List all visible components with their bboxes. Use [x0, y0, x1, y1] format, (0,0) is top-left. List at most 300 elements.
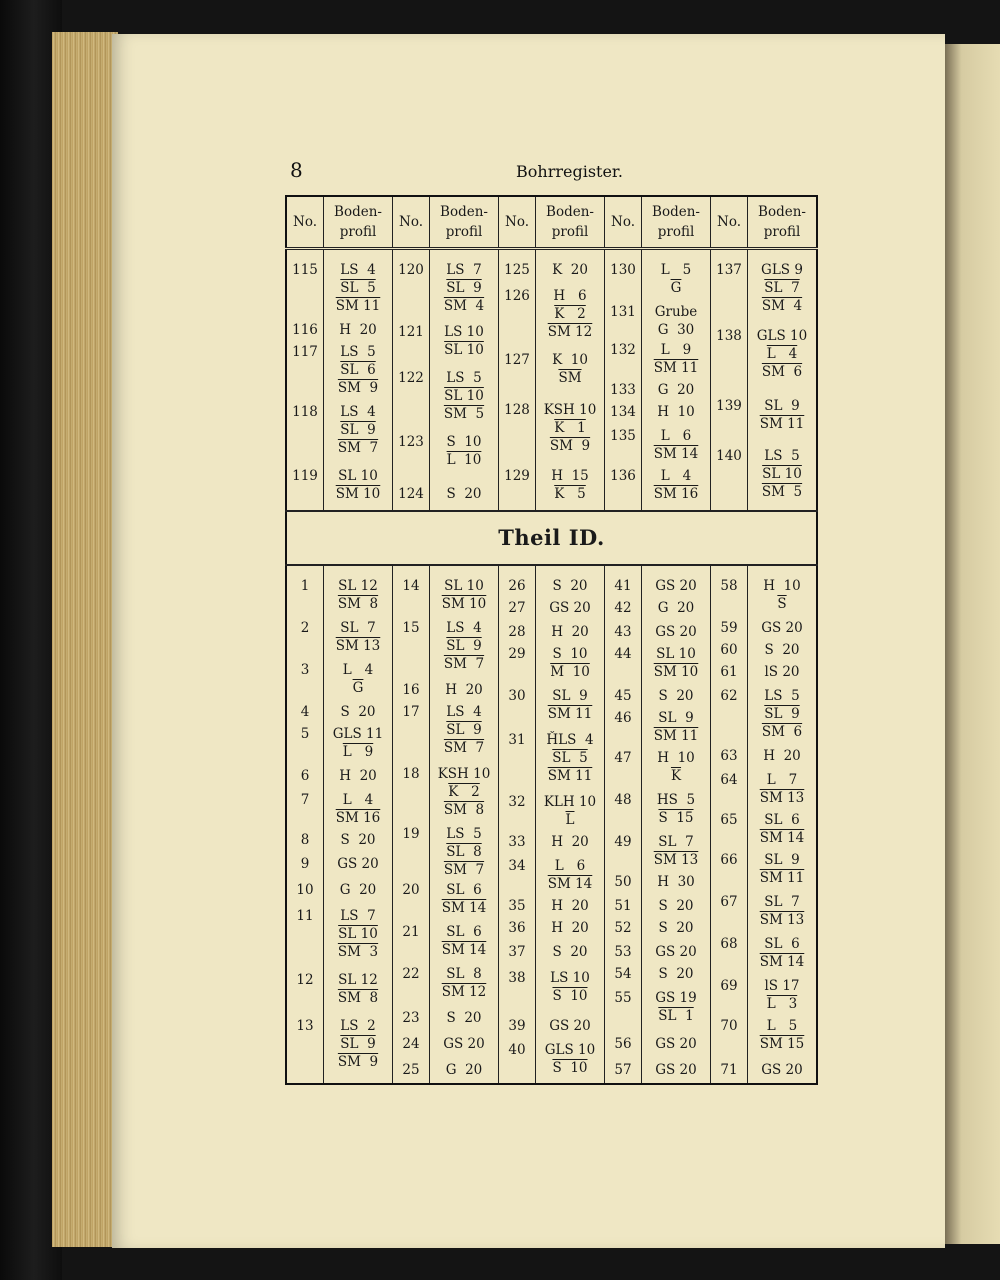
bodenprofil-entry: SM 12 [547, 324, 593, 340]
bodenprofil-entry: H 30 [657, 873, 695, 890]
bodenprofil-entry: L 6 [554, 857, 586, 874]
bodenprofil-entry: SM 11 [759, 869, 805, 886]
bodenprofil-entry: S 10 [446, 434, 482, 450]
bodenprofil-entry: SM 7 [443, 655, 485, 672]
block2-row [286, 565, 817, 1085]
bodenprofil-entry: G 30 [657, 322, 695, 338]
bodenprofil-entry: SM 11 [547, 767, 593, 784]
bohrung-number: 62 [720, 687, 738, 704]
bohrung-number: 17 [402, 703, 420, 720]
bohrung-number: 47 [614, 749, 632, 766]
bodenprofil-entry: SM 13 [335, 637, 381, 654]
bodenprofil-entry: LS 5 [446, 370, 482, 386]
bodenprofil-entry: S 20 [658, 687, 694, 704]
block1-profil-cells [536, 250, 604, 510]
bodenprofil-entry: GS 20 [443, 1035, 485, 1052]
bodenprofil-entry: H 20 [339, 322, 377, 338]
header-bodenprofil-text: Boden- profil [546, 204, 594, 240]
bodenprofil-entry: S 20 [340, 703, 376, 720]
bodenprofil-entry: S 20 [340, 831, 376, 848]
bodenprofil-entry: SM 8 [443, 801, 485, 818]
bodenprofil-entry: K 2 [448, 783, 480, 800]
bodenprofil-entry: LS 4 [446, 619, 482, 636]
bohrung-number: 32 [508, 793, 526, 810]
bohrung-number: 48 [614, 791, 632, 808]
bohrung-number: 140 [716, 448, 742, 464]
bodenprofil-entry: L 9 [342, 743, 374, 760]
bodenprofil-entry: G 20 [445, 1061, 483, 1078]
bodenprofil-entry: SM 10 [653, 663, 699, 680]
block1-profil-cells [324, 250, 392, 510]
bodenprofil-entry: SL 8 [446, 843, 482, 860]
bodenprofil-entry: SM 9 [337, 380, 379, 396]
bodenprofil-entry: SL 9 [764, 705, 800, 722]
bohrung-number: 117 [292, 344, 318, 360]
bohrung-number: 46 [614, 709, 632, 726]
bodenprofil-entry: H 20 [551, 897, 589, 914]
bodenprofil-entry: GS 20 [655, 1035, 697, 1052]
bodenprofil-entry: H 20 [551, 919, 589, 936]
bodenprofil-entry: SL 12 [338, 971, 378, 988]
bohrung-number: 121 [398, 324, 424, 340]
bodenprofil-entry: SL 6 [764, 811, 800, 828]
block2-no-cells [287, 566, 323, 1084]
bodenprofil-entry: SM 5 [443, 406, 485, 422]
bodenprofil-entry: $\overline{K}$ [670, 767, 682, 784]
bodenprofil-entry: ȞLS 4 [546, 731, 594, 748]
bodenprofil-entry: SM 15 [759, 1035, 805, 1052]
header-bodenprofil-text: Boden- profil [440, 204, 488, 240]
bodenprofil-entry: $\overline{G}$ [352, 679, 364, 696]
header-no: No. [711, 196, 748, 249]
block2-no-col [393, 565, 430, 1085]
bohrung-number: 63 [720, 747, 738, 764]
bodenprofil-entry: SM 12 [441, 983, 487, 1000]
block1-no-cells [499, 250, 535, 510]
block2-no-cells [499, 566, 535, 1084]
bodenprofil-entry: LS 5 [764, 687, 800, 704]
block1-row [286, 249, 817, 511]
bodenprofil-entry: S 20 [552, 577, 588, 594]
block2-profil-col [536, 565, 605, 1085]
bohrung-number: 139 [716, 398, 742, 414]
bodenprofil-entry: SM 11 [759, 416, 805, 432]
bohrung-number: 25 [402, 1061, 420, 1078]
bohrung-number: 66 [720, 851, 738, 868]
bohrung-number: 118 [292, 404, 318, 420]
bodenprofil-entry: GS 20 [655, 577, 697, 594]
block2-no-col [605, 565, 642, 1085]
bohrung-number: 9 [300, 855, 310, 872]
block1-profil-col [430, 249, 499, 511]
bodenprofil-entry: lS 17 [764, 977, 800, 994]
bodenprofil-entry: K 1 [554, 420, 586, 436]
bohrung-number: 115 [292, 262, 318, 278]
bohrung-number: 136 [610, 468, 636, 484]
block1-no-cells [711, 250, 747, 510]
bodenprofil-entry: KSH 10 [437, 765, 491, 782]
bohrung-number: 33 [508, 833, 526, 850]
header-bodenprofil [748, 196, 818, 249]
bohrung-number: 45 [614, 687, 632, 704]
bohrung-number: 120 [398, 262, 424, 278]
bodenprofil-entry: SM 10 [335, 486, 381, 502]
bodenprofil-entry: K 2 [554, 306, 586, 322]
bohrung-number: 29 [508, 645, 526, 662]
bodenprofil-entry: SL 9 [340, 1035, 376, 1052]
block2-profil-col [324, 565, 393, 1085]
bodenprofil-entry: SM 13 [759, 789, 805, 806]
bodenprofil-entry: SL 9 [446, 721, 482, 738]
bohrung-number: 42 [614, 599, 632, 616]
bohrung-number: 50 [614, 873, 632, 890]
bodenprofil-entry: L 9 [660, 342, 692, 358]
bohrung-number: 11 [296, 907, 314, 924]
bodenprofil-entry: SM 11 [653, 360, 699, 376]
block1-no-col [711, 249, 748, 511]
bohrung-number: 55 [614, 989, 632, 1006]
block1-no-col [605, 249, 642, 511]
bodenprofil-entry: SL 8 [446, 965, 482, 982]
bohrung-number: 58 [720, 577, 738, 594]
bohrung-number: 138 [716, 328, 742, 344]
block2-no-col [711, 565, 748, 1085]
bodenprofil-entry: GLS 9 [761, 262, 803, 278]
bodenprofil-entry: SM 3 [337, 943, 379, 960]
bohrung-number: 21 [402, 923, 420, 940]
bodenprofil-entry: SM 16 [653, 486, 699, 502]
block2-no-col [499, 565, 536, 1085]
bodenprofil-entry: HS 5 [656, 791, 696, 808]
bohrung-number: 5 [300, 725, 310, 742]
block1-profil-col [536, 249, 605, 511]
bodenprofil-entry: SM 7 [443, 861, 485, 878]
bohrung-number: 43 [614, 623, 632, 640]
bohrung-number: 38 [508, 969, 526, 986]
bohrung-number: 20 [402, 881, 420, 898]
bodenprofil-entry: LS 5 [340, 344, 376, 360]
block2-profil-col [642, 565, 711, 1085]
block2-no-cells [393, 566, 429, 1084]
bodenprofil-entry: M 10 [550, 663, 590, 680]
bodenprofil-entry: SM 8 [337, 595, 379, 612]
bodenprofil-entry: SM 8 [337, 989, 379, 1006]
bohrung-number: 6 [300, 767, 310, 784]
bodenprofil-entry: GS 20 [337, 855, 379, 872]
bohrung-number: 116 [292, 322, 318, 338]
bodenprofil-entry: SM 4 [761, 298, 803, 314]
block1-no-col [286, 249, 324, 511]
bodenprofil-entry: GS 20 [761, 1061, 803, 1078]
bohrung-number: 4 [300, 703, 310, 720]
bohrung-number: 27 [508, 599, 526, 616]
bodenprofil-entry: SM 14 [547, 875, 593, 892]
bodenprofil-entry: Grube [654, 304, 698, 320]
bodenprofil-entry: SL 10 [338, 925, 378, 942]
bodenprofil-entry: SL 6 [340, 362, 376, 378]
bodenprofil-entry: G 20 [657, 382, 695, 398]
bodenprofil-entry: L 4 [342, 791, 374, 808]
bodenprofil-entry: LS 7 [446, 262, 482, 278]
bodenprofil-entry: KSH 10 [543, 402, 597, 418]
block1-no-cells [605, 250, 641, 510]
bodenprofil-entry: K 20 [552, 262, 588, 278]
bodenprofil-entry: L 4 [766, 346, 798, 362]
bodenprofil-entry: SL 6 [446, 881, 482, 898]
bodenprofil-entry: SM 14 [441, 941, 487, 958]
bodenprofil-entry: G 20 [339, 881, 377, 898]
bodenprofil-entry: S 10 [552, 987, 588, 1004]
header-bodenprofil-text: Boden- profil [334, 204, 382, 240]
bodenprofil-entry: GS 20 [549, 1017, 591, 1034]
bodenprofil-entry: SM 14 [441, 899, 487, 916]
bodenprofil-entry: H 10 [763, 577, 801, 594]
bohrung-number: 131 [610, 304, 636, 320]
bodenprofil-entry: GLS 10 [756, 328, 808, 344]
bohrung-number: 24 [402, 1035, 420, 1052]
block1-profil-col [642, 249, 711, 511]
running-head: Bohrregister. [516, 162, 623, 181]
block2-profil-col [430, 565, 499, 1085]
bohrung-number: 53 [614, 943, 632, 960]
bohrung-number: 44 [614, 645, 632, 662]
bohrung-number: 16 [402, 681, 420, 698]
bodenprofil-entry: S 20 [764, 641, 800, 658]
bodenprofil-entry: S 10 [552, 1059, 588, 1076]
bodenprofil-entry: SL 10 [444, 388, 484, 404]
bodenprofil-entry: H 10 [657, 749, 695, 766]
bodenprofil-entry: SM 14 [759, 829, 805, 846]
bodenprofil-entry: LS 10 [444, 324, 484, 340]
page-number: 8 [290, 158, 303, 182]
bohrung-number: 122 [398, 370, 424, 386]
bodenprofil-entry: SM 6 [761, 364, 803, 380]
bohrung-number: 36 [508, 919, 526, 936]
bohrung-number: 137 [716, 262, 742, 278]
bohrung-number: 1 [300, 577, 310, 594]
bodenprofil-entry: SM 7 [443, 739, 485, 756]
bohrung-number: 126 [504, 288, 530, 304]
bodenprofil-entry: SL 10 [444, 342, 484, 358]
bohrung-number: 14 [402, 577, 420, 594]
bohrregister-table [285, 195, 818, 1085]
bodenprofil-entry: SM 6 [761, 723, 803, 740]
bohrung-number: 30 [508, 687, 526, 704]
block1-profil-col [324, 249, 393, 511]
bohrung-number: 51 [614, 897, 632, 914]
bohrung-number: 41 [614, 577, 632, 594]
header-bodenprofil [324, 196, 393, 249]
header-no: No. [393, 196, 430, 249]
bohrung-number: 56 [614, 1035, 632, 1052]
bodenprofil-entry: L 4 [342, 661, 374, 678]
bodenprofil-entry: SL 7 [764, 893, 800, 910]
bohrung-number: 18 [402, 765, 420, 782]
bodenprofil-entry: G 20 [657, 599, 695, 616]
bodenprofil-entry: SM 14 [759, 953, 805, 970]
bohrung-number: 134 [610, 404, 636, 420]
bodenprofil-entry: H 20 [763, 747, 801, 764]
bohrung-number: 70 [720, 1017, 738, 1034]
bohrung-number: 31 [508, 731, 526, 748]
header-bodenprofil-text: Boden- profil [758, 204, 806, 240]
section-title: Theil ID. [286, 511, 817, 565]
bodenprofil-entry: GLS 11 [332, 725, 384, 742]
bodenprofil-entry: $\overline{G}$ [670, 280, 682, 296]
bodenprofil-entry: SL 10 [762, 466, 802, 482]
bodenprofil-entry: SM 4 [443, 298, 485, 314]
bohrung-number: 13 [296, 1017, 314, 1034]
bodenprofil-entry: H 20 [445, 681, 483, 698]
bodenprofil-entry: SL 9 [658, 709, 694, 726]
page-header [290, 158, 810, 188]
bohrung-number: 3 [300, 661, 310, 678]
bohrung-number: 12 [296, 971, 314, 988]
block1-profil-col [748, 249, 818, 511]
bohrung-number: 57 [614, 1061, 632, 1078]
bohrung-number: 71 [720, 1061, 738, 1078]
bohrung-number: 54 [614, 965, 632, 982]
bodenprofil-entry: GS 20 [655, 943, 697, 960]
bohrung-number: 68 [720, 935, 738, 952]
bodenprofil-entry: GS 20 [549, 599, 591, 616]
bohrung-number: 130 [610, 262, 636, 278]
bohrung-number: 65 [720, 811, 738, 828]
block2-no-cells [711, 566, 747, 1084]
bohrung-number: 128 [504, 402, 530, 418]
bodenprofil-entry: SM 11 [653, 727, 699, 744]
bodenprofil-entry: $\overline{S}$ [777, 595, 787, 612]
bodenprofil-entry: H 20 [551, 623, 589, 640]
block1-profil-cells [430, 250, 498, 510]
block2-no-col [286, 565, 324, 1085]
bohrung-number: 132 [610, 342, 636, 358]
bodenprofil-entry: LS 2 [340, 1017, 376, 1034]
bohrung-number: 37 [508, 943, 526, 960]
bohrung-number: 40 [508, 1041, 526, 1058]
bodenprofil-entry: L 7 [766, 771, 798, 788]
bodenprofil-entry: SM 10 [441, 595, 487, 612]
block1-no-col [499, 249, 536, 511]
bodenprofil-entry: GS 20 [655, 1061, 697, 1078]
bohrung-number: 2 [300, 619, 310, 636]
header-bodenprofil [536, 196, 605, 249]
bodenprofil-entry: S 20 [446, 486, 482, 502]
bohrung-number: 23 [402, 1009, 420, 1026]
bodenprofil-entry: SL 9 [764, 398, 800, 414]
bohrung-number: 35 [508, 897, 526, 914]
bodenprofil-entry: $\overline{SM}$ [558, 370, 582, 386]
header-no: No. [499, 196, 536, 249]
bohrung-number: 8 [300, 831, 310, 848]
bodenprofil-entry: SM 11 [547, 705, 593, 722]
bodenprofil-entry: K 5 [554, 486, 586, 502]
bohrung-number: 28 [508, 623, 526, 640]
bohrung-number: 135 [610, 428, 636, 444]
bodenprofil-entry: SM 11 [335, 298, 381, 314]
bohrung-number: 125 [504, 262, 530, 278]
block2-profil-cells [324, 566, 392, 1084]
bodenprofil-entry: SL 5 [340, 280, 376, 296]
bodenprofil-entry: LS 5 [446, 825, 482, 842]
bodenprofil-entry: LS 10 [550, 969, 590, 986]
bodenprofil-entry: S 20 [552, 943, 588, 960]
bodenprofil-entry: $\overline{L}$ [565, 811, 575, 828]
bodenprofil-entry: SL 10 [656, 645, 696, 662]
block2-profil-cells [642, 566, 710, 1084]
header-bodenprofil [642, 196, 711, 249]
bodenprofil-entry: SL 10 [338, 468, 378, 484]
facing-page-edge [945, 44, 1000, 1244]
bodenprofil-entry: LS 4 [446, 703, 482, 720]
bodenprofil-entry: KLH 10 [543, 793, 597, 810]
bohrung-number: 133 [610, 382, 636, 398]
bohrung-number: 127 [504, 352, 530, 368]
section-row [286, 511, 817, 565]
block2-no-cells [605, 566, 641, 1084]
header-bodenprofil-text: Boden- profil [652, 204, 700, 240]
bohrung-number: 49 [614, 833, 632, 850]
bodenprofil-entry: SM 13 [759, 911, 805, 928]
bohrung-number: 52 [614, 919, 632, 936]
bohrung-number: 26 [508, 577, 526, 594]
bohrung-number: 67 [720, 893, 738, 910]
bohrung-number: 34 [508, 857, 526, 874]
bodenprofil-entry: H 6 [553, 288, 587, 304]
bodenprofil-entry: SM 13 [653, 851, 699, 868]
bodenprofil-entry: SM 7 [337, 440, 379, 456]
bodenprofil-entry: SL 6 [446, 923, 482, 940]
bodenprofil-entry: SL 9 [764, 851, 800, 868]
header-row [286, 196, 817, 249]
block1-no-cells [393, 250, 429, 510]
bodenprofil-entry: LS 7 [340, 907, 376, 924]
block2-profil-col [748, 565, 818, 1085]
block1-no-cells [287, 250, 323, 510]
page-edges [52, 32, 118, 1247]
bodenprofil-entry: H 15 [551, 468, 589, 484]
bohrung-number: 59 [720, 619, 738, 636]
bodenprofil-entry: S 10 [552, 645, 588, 662]
bodenprofil-entry: L 5 [766, 1017, 798, 1034]
bohrung-number: 123 [398, 434, 424, 450]
header-no: No. [286, 196, 324, 249]
bohrung-number: 69 [720, 977, 738, 994]
bodenprofil-entry: SL 10 [444, 577, 484, 594]
block2-profil-cells [536, 566, 604, 1084]
bodenprofil-entry: L 6 [660, 428, 692, 444]
bodenprofil-entry: GLS 10 [544, 1041, 596, 1058]
bodenprofil-entry: S 20 [658, 965, 694, 982]
bodenprofil-entry: S 20 [658, 919, 694, 936]
block1-no-col [393, 249, 430, 511]
bodenprofil-entry: SM 16 [335, 809, 381, 826]
bohrung-number: 61 [720, 663, 738, 680]
block2-profil-cells [748, 566, 816, 1084]
bodenprofil-entry: SL 6 [764, 935, 800, 952]
bodenprofil-entry: SL 5 [552, 749, 588, 766]
bodenprofil-entry: LS 4 [340, 262, 376, 278]
bodenprofil-entry: L 10 [446, 452, 482, 468]
bodenprofil-entry: SL 9 [552, 687, 588, 704]
bodenprofil-entry: SL 1 [658, 1007, 694, 1024]
bohrung-number: 64 [720, 771, 738, 788]
bodenprofil-entry: L 4 [660, 468, 692, 484]
header-no: No. [605, 196, 642, 249]
bodenprofil-entry: GS 20 [655, 623, 697, 640]
block1-profil-cells [748, 250, 816, 510]
bodenprofil-entry: SM 9 [549, 438, 591, 454]
